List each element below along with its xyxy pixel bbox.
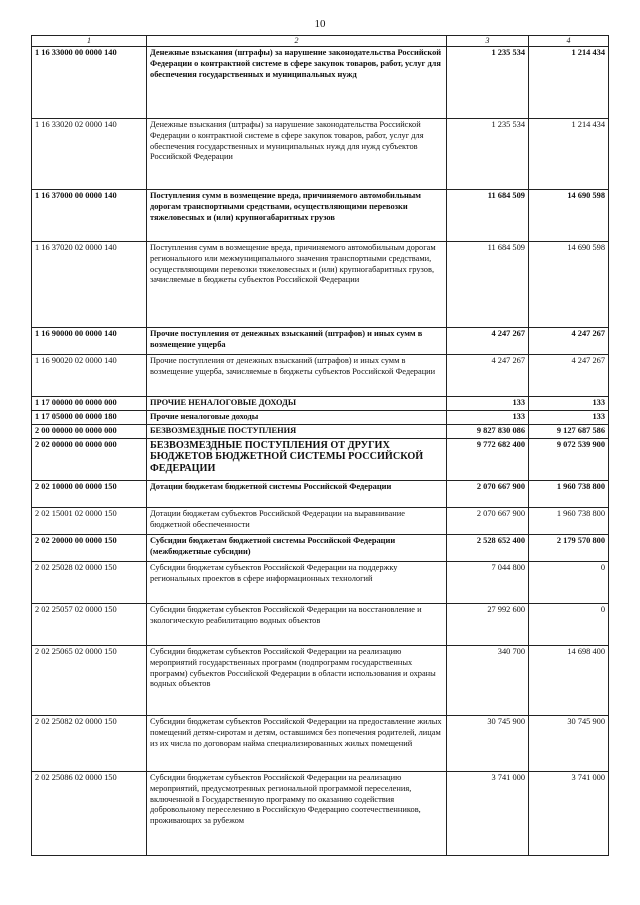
row-name: Дотации бюджетам бюджетной системы Российской Федерации: [147, 481, 447, 508]
table-row: [32, 716, 609, 772]
row-code: 2 02 20000 00 0000 150: [32, 535, 147, 562]
row-value-2: 0: [529, 562, 609, 604]
table-row: [32, 508, 609, 535]
table-row: [32, 242, 609, 328]
row-value-2: 1 960 738 800: [529, 481, 609, 508]
column-header: 3: [447, 36, 529, 47]
table-row: [32, 425, 609, 439]
row-code: 1 16 90020 02 0000 140: [32, 355, 147, 397]
row-name: Субсидии бюджетам бюджетной системы Российской Федерации (межбюджетные субсидии): [147, 535, 447, 562]
row-code: 2 02 25065 02 0000 150: [32, 646, 147, 716]
row-value-2: 2 179 570 800: [529, 535, 609, 562]
table-row: [32, 190, 609, 242]
row-value-2: 133: [529, 397, 609, 411]
table-row: [32, 604, 609, 646]
row-code: 2 02 10000 00 0000 150: [32, 481, 147, 508]
row-name: Поступления сумм в возмещение вреда, причиняемого автомобильным дорогам регионального или межмуниципального значения транспортными средствами, осуществляющими перевозки тяжеловесных и (или) крупногабаритных грузов, зачисляемые в бюджеты субъектов Российской Федерации: [147, 242, 447, 328]
row-value-1: 9 827 830 086: [447, 425, 529, 439]
row-code: 2 02 25028 02 0000 150: [32, 562, 147, 604]
row-name: Прочие неналоговые доходы: [147, 411, 447, 425]
row-code: 1 16 37000 00 0000 140: [32, 190, 147, 242]
table-row: [32, 439, 609, 481]
row-name: Денежные взыскания (штрафы) за нарушение законодательства Российской Федерации о контрактной системе в сфере закупок товаров, работ, услуг для обеспечения государственных и муниципальных нужд: [147, 47, 447, 119]
row-code: 2 02 15001 02 0000 150: [32, 508, 147, 535]
row-value-1: 11 684 509: [447, 242, 529, 328]
table-row: [32, 411, 609, 425]
row-value-1: 3 741 000: [447, 772, 529, 856]
row-value-1: 1 235 534: [447, 47, 529, 119]
row-name: Субсидии бюджетам субъектов Российской Федерации на восстановление и экологическую реабилитацию водных объектов: [147, 604, 447, 646]
table-row: [32, 397, 609, 411]
row-value-2: 133: [529, 411, 609, 425]
row-value-1: 9 772 682 400: [447, 439, 529, 481]
table-row: [32, 481, 609, 508]
row-value-2: 3 741 000: [529, 772, 609, 856]
row-value-1: 1 235 534: [447, 119, 529, 190]
row-value-1: 4 247 267: [447, 328, 529, 355]
row-name: Прочие поступления от денежных взысканий (штрафов) и иных сумм в возмещение ущерба: [147, 328, 447, 355]
row-code: 2 02 25082 02 0000 150: [32, 716, 147, 772]
column-header: 4: [529, 36, 609, 47]
row-name: БЕЗВОЗМЕЗДНЫЕ ПОСТУПЛЕНИЯ: [147, 425, 447, 439]
column-header: 2: [147, 36, 447, 47]
row-name: Поступления сумм в возмещение вреда, причиняемого автомобильным дорогам транспортными средствами, осуществляющими перевозки тяжеловесных и (или) крупногабаритных грузов: [147, 190, 447, 242]
row-name: Субсидии бюджетам субъектов Российской Федерации на реализацию мероприятий государственных программ (подпрограмм государственных программ) субъектов Российской Федерации в области использования и охраны водных объектов: [147, 646, 447, 716]
budget-table: [31, 35, 609, 856]
row-value-2: 9 072 539 900: [529, 439, 609, 481]
row-value-1: 30 745 900: [447, 716, 529, 772]
row-code: 1 16 33000 00 0000 140: [32, 47, 147, 119]
row-code: 2 00 00000 00 0000 000: [32, 425, 147, 439]
row-name: Субсидии бюджетам субъектов Российской Федерации на реализацию мероприятий, предусмотренных региональной программой переселения, включенной в Государственную программу по оказанию содействия добровольному переселению в Российскую Федерацию соотечественников, проживающих за рубежом: [147, 772, 447, 856]
table-row: [32, 646, 609, 716]
row-name: ПРОЧИЕ НЕНАЛОГОВЫЕ ДОХОДЫ: [147, 397, 447, 411]
row-value-2: 30 745 900: [529, 716, 609, 772]
table-row: [32, 355, 609, 397]
row-code: 2 02 00000 00 0000 000: [32, 439, 147, 481]
row-value-1: 133: [447, 397, 529, 411]
table-row: [32, 772, 609, 856]
row-value-2: 1 960 738 800: [529, 508, 609, 535]
row-code: 1 17 00000 00 0000 000: [32, 397, 147, 411]
row-value-2: 4 247 267: [529, 328, 609, 355]
row-value-1: 2 528 652 400: [447, 535, 529, 562]
row-code: 1 16 33020 02 0000 140: [32, 119, 147, 190]
row-code: 2 02 25057 02 0000 150: [32, 604, 147, 646]
row-code: 2 02 25086 02 0000 150: [32, 772, 147, 856]
row-code: 1 16 90000 00 0000 140: [32, 328, 147, 355]
row-value-1: 340 700: [447, 646, 529, 716]
table-header-row: [32, 36, 609, 47]
row-value-2: 14 698 400: [529, 646, 609, 716]
row-value-2: 14 690 598: [529, 242, 609, 328]
row-name: Дотации бюджетам субъектов Российской Федерации на выравнивание бюджетной обеспеченности: [147, 508, 447, 535]
row-name: Субсидии бюджетам субъектов Российской Федерации на предоставление жилых помещений детям-сиротам и детям, оставшимся без попечения родителей, лицам из их числа по договорам найма специализированных жилых помещений: [147, 716, 447, 772]
table-row: [32, 47, 609, 119]
column-header: 1: [32, 36, 147, 47]
row-value-1: 133: [447, 411, 529, 425]
row-value-1: 2 070 667 900: [447, 508, 529, 535]
row-value-2: 1 214 434: [529, 119, 609, 190]
row-value-1: 2 070 667 900: [447, 481, 529, 508]
row-name: Субсидии бюджетам субъектов Российской Федерации на поддержку региональных проектов в сфере информационных технологий: [147, 562, 447, 604]
row-value-2: 9 127 687 586: [529, 425, 609, 439]
row-value-2: 1 214 434: [529, 47, 609, 119]
row-value-1: 4 247 267: [447, 355, 529, 397]
row-code: 1 17 05000 00 0000 180: [32, 411, 147, 425]
row-name: Денежные взыскания (штрафы) за нарушение законодательства Российской Федерации о контрактной системе в сфере закупок товаров, работ, услуг для обеспечения государственных и муниципальных нужд для нужд субъектов Российской Федерации: [147, 119, 447, 190]
row-value-2: 14 690 598: [529, 190, 609, 242]
row-name: БЕЗВОЗМЕЗДНЫЕ ПОСТУПЛЕНИЯ ОТ ДРУГИХ БЮДЖЕТОВ БЮДЖЕТНОЙ СИСТЕМЫ РОССИЙСКОЙ ФЕДЕРАЦИИ: [147, 439, 447, 481]
row-name: Прочие поступления от денежных взысканий (штрафов) и иных сумм в возмещение ущерба, зачисляемые в бюджеты субъектов Российской Федерации: [147, 355, 447, 397]
row-value-2: 4 247 267: [529, 355, 609, 397]
table-row: [32, 535, 609, 562]
table-row: [32, 562, 609, 604]
page-number: 10: [314, 18, 326, 30]
row-value-1: 11 684 509: [447, 190, 529, 242]
row-value-1: 7 044 800: [447, 562, 529, 604]
table-row: [32, 119, 609, 190]
table-row: [32, 328, 609, 355]
row-value-2: 0: [529, 604, 609, 646]
row-code: 1 16 37020 02 0000 140: [32, 242, 147, 328]
row-value-1: 27 992 600: [447, 604, 529, 646]
